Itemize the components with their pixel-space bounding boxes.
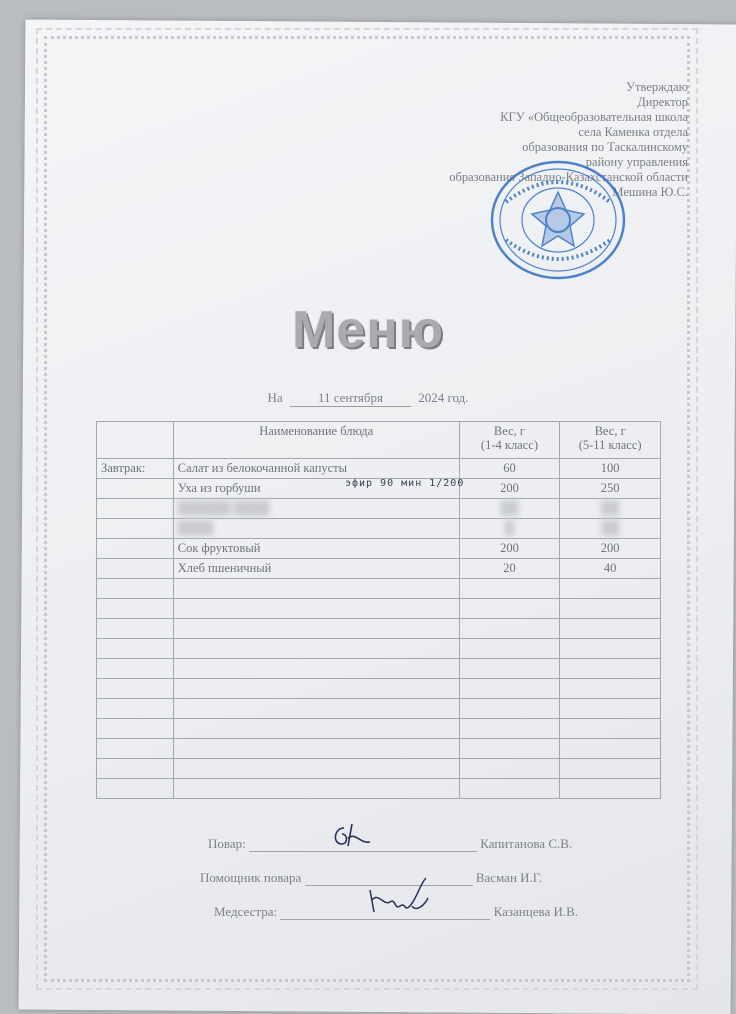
empty-cell: [97, 759, 174, 779]
empty-cell: [459, 759, 560, 779]
empty-cell: [173, 739, 459, 759]
meal-cell: [97, 519, 174, 539]
header-meal: [97, 422, 174, 459]
empty-cell: [173, 699, 459, 719]
approval-line: Директор: [637, 95, 688, 109]
empty-cell: [560, 739, 661, 759]
approval-line: КГУ «Общеобразовательная школа: [500, 110, 688, 124]
header-weight-label: Вес, г: [493, 424, 526, 438]
weight-cell: 60: [459, 459, 560, 479]
table-row: [97, 539, 661, 559]
weight-cell: 20: [459, 559, 560, 579]
empty-row: [97, 699, 661, 719]
empty-cell: [560, 599, 661, 619]
empty-row: [97, 579, 661, 599]
empty-cell: [173, 639, 459, 659]
header-weight-1-4: [459, 422, 560, 459]
empty-cell: [560, 719, 661, 739]
approval-line: образования Западно-Казахстанской области: [449, 170, 688, 184]
empty-cell: [173, 759, 459, 779]
date-year: 2024 год.: [418, 390, 469, 405]
empty-cell: [459, 639, 560, 659]
cook-signature-row: [208, 836, 572, 852]
empty-cell: [560, 699, 661, 719]
cook-signature-icon: [330, 822, 376, 852]
empty-cell: [97, 739, 174, 759]
nurse-name: Казанцева И.В.: [493, 904, 579, 919]
dish-cell: Сок фруктовый: [173, 539, 459, 559]
nurse-signature-icon: [366, 876, 432, 918]
empty-cell: [459, 619, 560, 639]
empty-cell: [173, 619, 459, 639]
empty-row: [97, 599, 661, 619]
weight-cell: 200: [459, 479, 560, 499]
empty-row: [97, 619, 661, 639]
menu-date: [0, 390, 736, 407]
empty-cell: [459, 579, 560, 599]
assistant-name: Васман И.Г.: [475, 870, 543, 885]
header-weight-grade: (1-4 класс): [480, 438, 538, 452]
meal-cell: [97, 479, 174, 499]
header-weight-5-11: [560, 422, 661, 459]
empty-cell: [97, 679, 174, 699]
dish-cell: Салат из белокочанной капусты: [173, 459, 459, 479]
empty-cell: [173, 579, 459, 599]
empty-cell: [459, 699, 560, 719]
date-prefix: На: [267, 390, 283, 405]
empty-cell: [459, 679, 560, 699]
empty-row: [97, 719, 661, 739]
empty-cell: [459, 779, 560, 799]
empty-cell: [97, 639, 174, 659]
approval-line: села Каменка отдела: [578, 125, 688, 139]
empty-cell: [560, 779, 661, 799]
empty-cell: [97, 779, 174, 799]
meal-cell: Завтрак:: [97, 459, 174, 479]
weight-cell: 250: [560, 479, 661, 499]
meal-cell: [97, 499, 174, 519]
header-dish: Наименование блюда: [173, 422, 459, 459]
empty-cell: [97, 699, 174, 719]
blurred-dish-cell: ████: [173, 519, 459, 539]
approval-line: Утверждаю: [626, 80, 688, 94]
handwritten-note: эфир 90 мин 1/200: [345, 478, 465, 489]
cook-role: Повар:: [208, 836, 246, 851]
empty-cell: [459, 659, 560, 679]
empty-cell: [173, 599, 459, 619]
empty-cell: [97, 579, 174, 599]
empty-cell: [560, 759, 661, 779]
dish-cell: Уха из горбуши: [173, 479, 459, 499]
table-row: [97, 459, 661, 479]
approval-line: Мешина Ю.С.: [612, 185, 688, 199]
weight-cell: 200: [459, 539, 560, 559]
assistant-role: Помощник повара: [200, 870, 302, 885]
empty-row: [97, 739, 661, 759]
meal-cell: [97, 539, 174, 559]
table-row: [97, 499, 661, 519]
meal-cell: [97, 559, 174, 579]
empty-cell: [459, 739, 560, 759]
empty-cell: [97, 619, 174, 639]
empty-row: [97, 779, 661, 799]
weight-cell: 40: [560, 559, 661, 579]
approval-line: району управления: [585, 155, 688, 169]
blurred-weight-cell: █: [459, 519, 560, 539]
empty-cell: [459, 719, 560, 739]
empty-cell: [560, 639, 661, 659]
empty-cell: [560, 679, 661, 699]
empty-cell: [173, 779, 459, 799]
dish-cell: Хлеб пшеничный: [173, 559, 459, 579]
blurred-weight-cell: ██: [459, 499, 560, 519]
blurred-weight-cell: ██: [560, 519, 661, 539]
header-weight-grade: (5-11 класс): [578, 438, 642, 452]
table-row: [97, 559, 661, 579]
empty-cell: [173, 679, 459, 699]
empty-row: [97, 679, 661, 699]
header-weight-label: Вес, г: [594, 424, 626, 438]
empty-cell: [97, 659, 174, 679]
cook-name: Капитанова С.В.: [480, 836, 573, 851]
empty-cell: [97, 599, 174, 619]
empty-row: [97, 659, 661, 679]
empty-cell: [459, 599, 560, 619]
table-row: [97, 519, 661, 539]
empty-cell: [173, 719, 459, 739]
empty-cell: [560, 579, 661, 599]
approval-line: образования по Таскалинскому: [522, 140, 688, 154]
empty-cell: [560, 659, 661, 679]
official-stamp-icon: [488, 158, 628, 282]
empty-cell: [560, 619, 661, 639]
weight-cell: 100: [560, 459, 661, 479]
date-day-month: 11 сентября: [290, 390, 411, 407]
empty-cell: [173, 659, 459, 679]
weight-cell: 200: [560, 539, 661, 559]
nurse-role: Медсестра:: [214, 904, 278, 919]
page-title: Меню: [291, 301, 445, 359]
blurred-weight-cell: ██: [560, 499, 661, 519]
table-header-row: [97, 422, 661, 459]
empty-row: [97, 759, 661, 779]
empty-cell: [97, 719, 174, 739]
signature-line: [280, 919, 490, 920]
empty-row: [97, 639, 661, 659]
blurred-dish-cell: ██████ ████: [173, 499, 459, 519]
